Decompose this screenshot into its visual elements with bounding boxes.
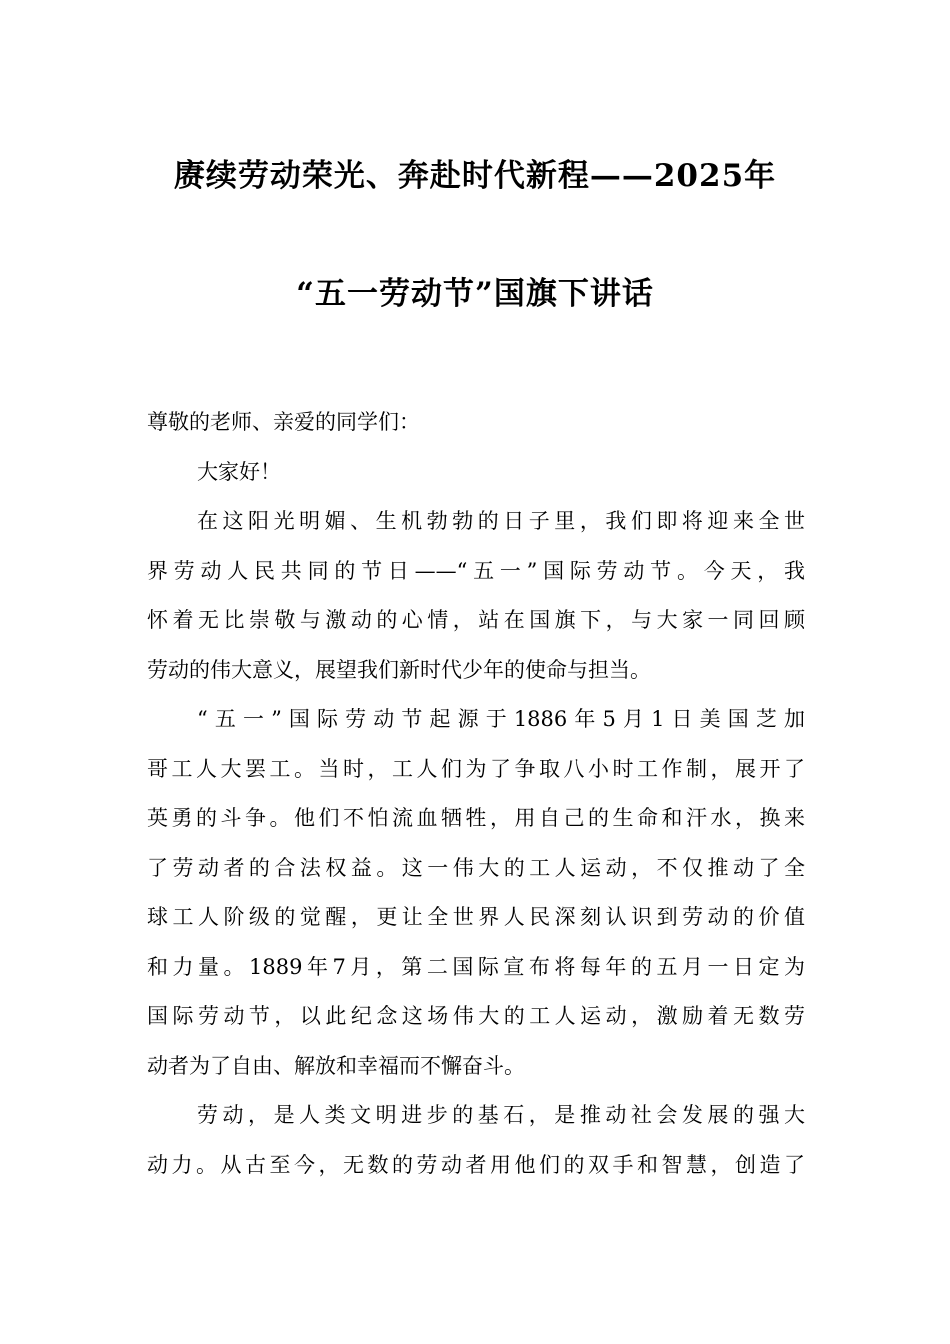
text-line: 界劳动人民共同的节日——“五一”国际劳动节。今天，我 — [147, 558, 805, 583]
document-title-line-2: “五一劳动节”国旗下讲话 — [296, 276, 654, 312]
paragraph — [147, 695, 805, 1091]
text-line: 怀着无比崇敬与激动的心情，站在国旗下，与大家一同回顾 — [147, 608, 805, 632]
text-line: 和力量。1889年7月，第二国际宣布将每年的五月一日定为 — [147, 954, 805, 979]
text-line: 大家好！ — [197, 459, 281, 484]
text-line: 球工人阶级的觉醒，更让全世界人民深刻认识到劳动的价值 — [147, 905, 805, 929]
text-line: 尊敬的老师、亲爱的同学们： — [147, 410, 420, 434]
paragraph — [147, 497, 805, 695]
paragraph — [147, 1091, 805, 1190]
document-body — [147, 398, 805, 1190]
text-line: 国际劳动节，以此纪念这场伟大的工人运动，激励着无数劳 — [147, 1004, 805, 1028]
text-line: 劳动，是人类文明进步的基石，是推动社会发展的强大 — [197, 1103, 805, 1127]
paragraph — [147, 398, 805, 448]
text-line: 动力。从古至今，无数的劳动者用他们的双手和智慧，创造了 — [147, 1152, 805, 1177]
text-line: 哥工人大罢工。当时，工人们为了争取八小时工作制，展开了 — [147, 756, 805, 781]
text-line: 在这阳光明媚、生机勃勃的日子里，我们即将迎来全世 — [197, 509, 805, 533]
paragraph — [147, 448, 805, 498]
document-title-line-1: 赓续劳动荣光、奔赴时代新程——2025年 — [173, 158, 777, 194]
text-line: 了劳动者的合法权益。这一伟大的工人运动，不仅推动了全 — [147, 855, 805, 880]
text-line: “五一”国际劳动节起源于1886年5月1日美国芝加 — [197, 707, 805, 731]
text-line: 英勇的斗争。他们不怕流血牺牲，用自己的生命和汗水，换来 — [147, 806, 805, 830]
text-line: 动者为了自由、解放和幸福而不懈奋斗。 — [147, 1053, 525, 1078]
text-line: 劳动的伟大意义，展望我们新时代少年的使命与担当。 — [147, 657, 651, 682]
